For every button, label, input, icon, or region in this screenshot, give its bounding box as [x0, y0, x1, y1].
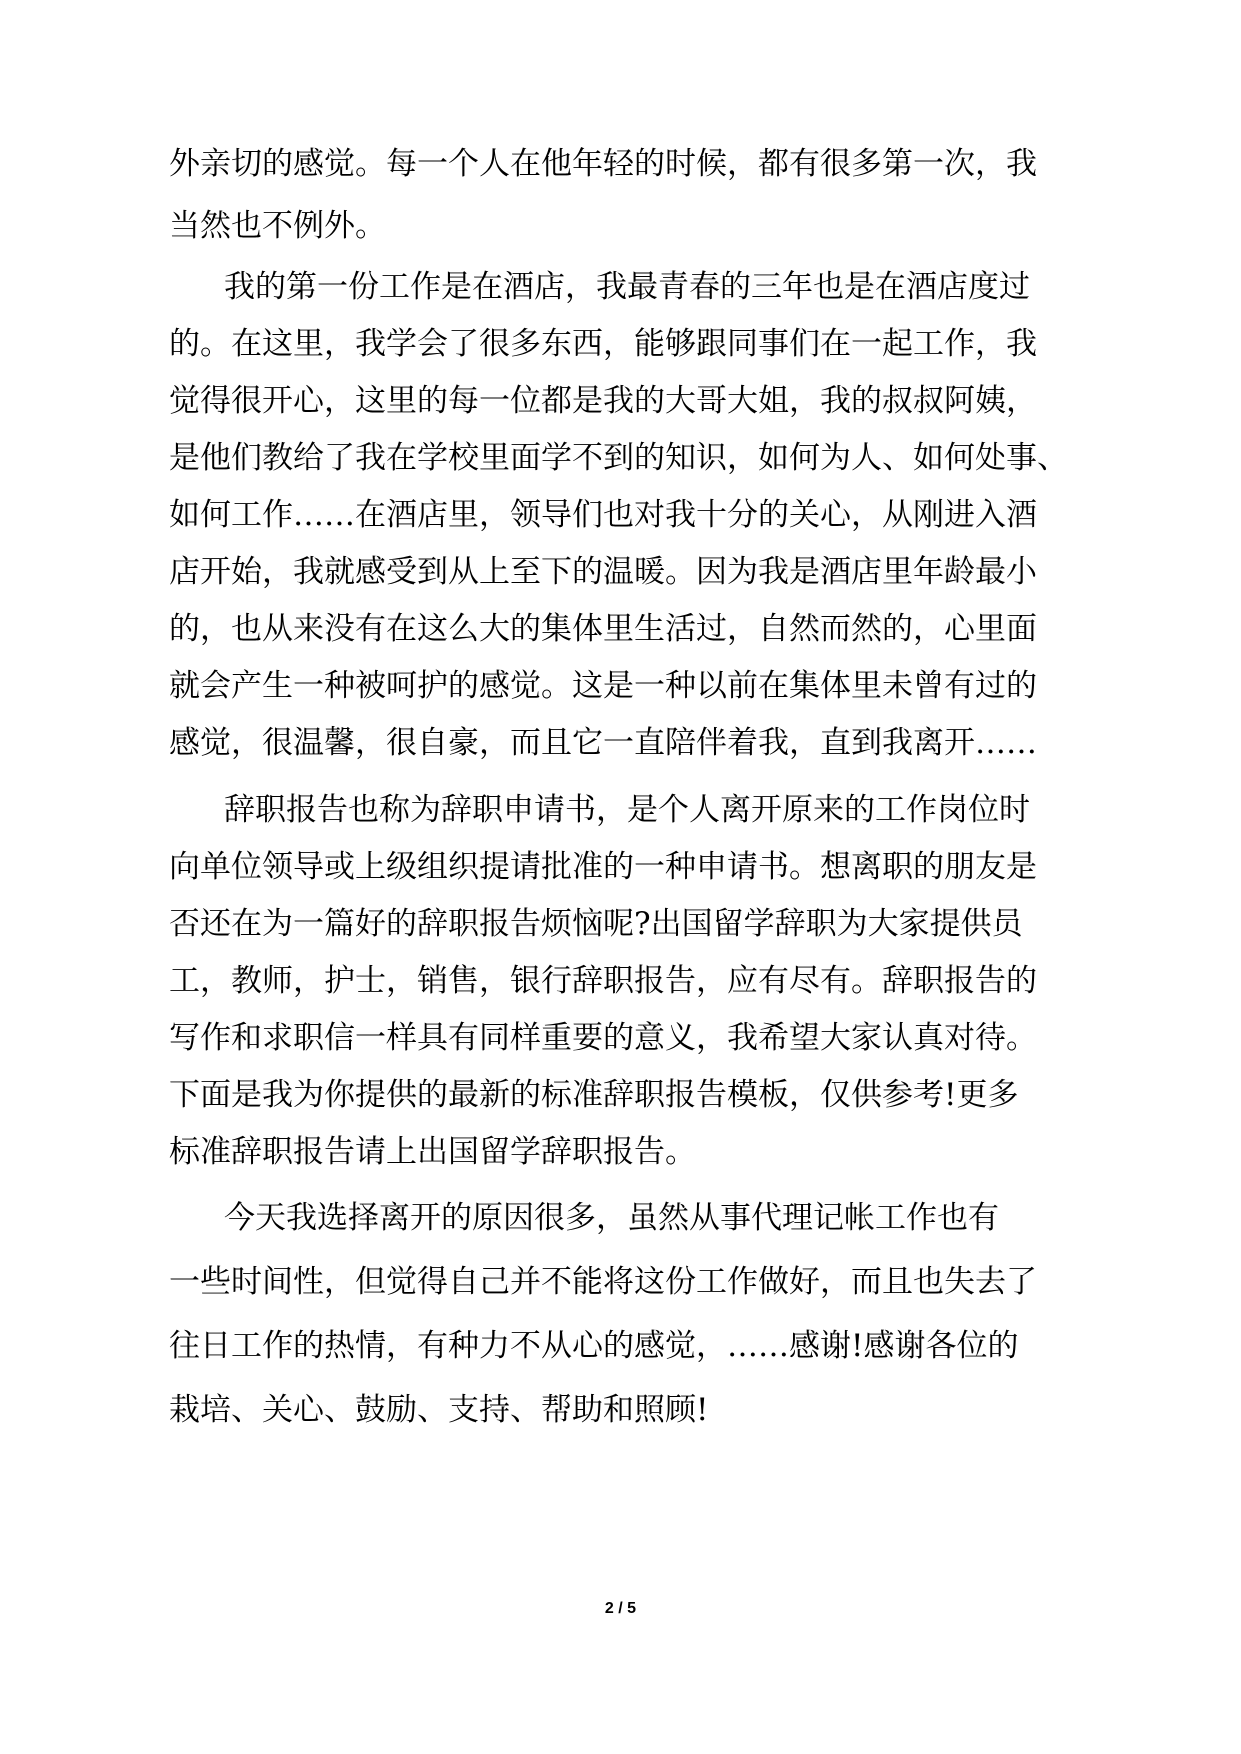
paragraph-3-line-1: 辞职报告也称为辞职申请书，是个人离开原来的工作岗位时 [224, 792, 1030, 828]
paragraph-2-line-6: 店开始，我就感受到从上至下的温暖。因为我是酒店里年龄最小 [169, 554, 1037, 590]
paragraph-2-line-3: 觉得很开心，这里的每一位都是我的大哥大姐，我的叔叔阿姨， [169, 383, 1037, 419]
paragraph-3-line-2: 向单位领导或上级组织提请批准的一种申请书。想离职的朋友是 [169, 849, 1037, 885]
paragraph-2-line-8: 就会产生一种被呵护的感觉。这是一种以前在集体里未曾有过的 [169, 668, 1037, 704]
paragraph-4-line-1: 今天我选择离开的原因很多，虽然从事代理记帐工作也有 [224, 1200, 999, 1236]
paragraph-2-line-1: 我的第一份工作是在酒店，我最青春的三年也是在酒店度过 [224, 269, 1030, 305]
paragraph-3-line-4: 工，教师，护士，销售，银行辞职报告，应有尽有。辞职报告的 [169, 963, 1037, 999]
paragraph-2-line-7: 的，也从来没有在这么大的集体里生活过，自然而然的，心里面 [169, 611, 1037, 647]
paragraph-3-line-7: 标准辞职报告请上出国留学辞职报告。 [169, 1134, 696, 1170]
paragraph-3-line-3: 否还在为一篇好的辞职报告烦恼呢?出国留学辞职为大家提供员 [169, 906, 1023, 942]
paragraph-4-line-2: 一些时间性，但觉得自己并不能将这份工作做好，而且也失去了 [169, 1264, 1037, 1300]
paragraph-1-line-2: 当然也不例外。 [169, 208, 386, 244]
paragraph-2-line-5: 如何工作……在酒店里，领导们也对我十分的关心，从刚进入酒 [169, 497, 1037, 533]
paragraph-2-line-2: 的。在这里，我学会了很多东西，能够跟同事们在一起工作，我 [169, 326, 1037, 362]
paragraph-2-line-4: 是他们教给了我在学校里面学不到的知识，如何为人、如何处事、 [169, 440, 1068, 476]
page-number: 2 / 5 [604, 1600, 637, 1617]
paragraph-4-line-4: 栽培、关心、鼓励、支持、帮助和照顾! [169, 1392, 709, 1428]
paragraph-2-line-9: 感觉，很温馨，很自豪，而且它一直陪伴着我，直到我离开…… [169, 725, 1037, 761]
paragraph-4-line-3: 往日工作的热情，有种力不从心的感觉，……感谢!感谢各位的 [169, 1328, 1019, 1364]
paragraph-3-line-6: 下面是我为你提供的最新的标准辞职报告模板，仅供参考!更多 [169, 1077, 1019, 1113]
paragraph-1-line-1: 外亲切的感觉。每一个人在他年轻的时候，都有很多第一次，我 [169, 146, 1037, 182]
paragraph-3-line-5: 写作和求职信一样具有同样重要的意义，我希望大家认真对待。 [169, 1020, 1037, 1056]
